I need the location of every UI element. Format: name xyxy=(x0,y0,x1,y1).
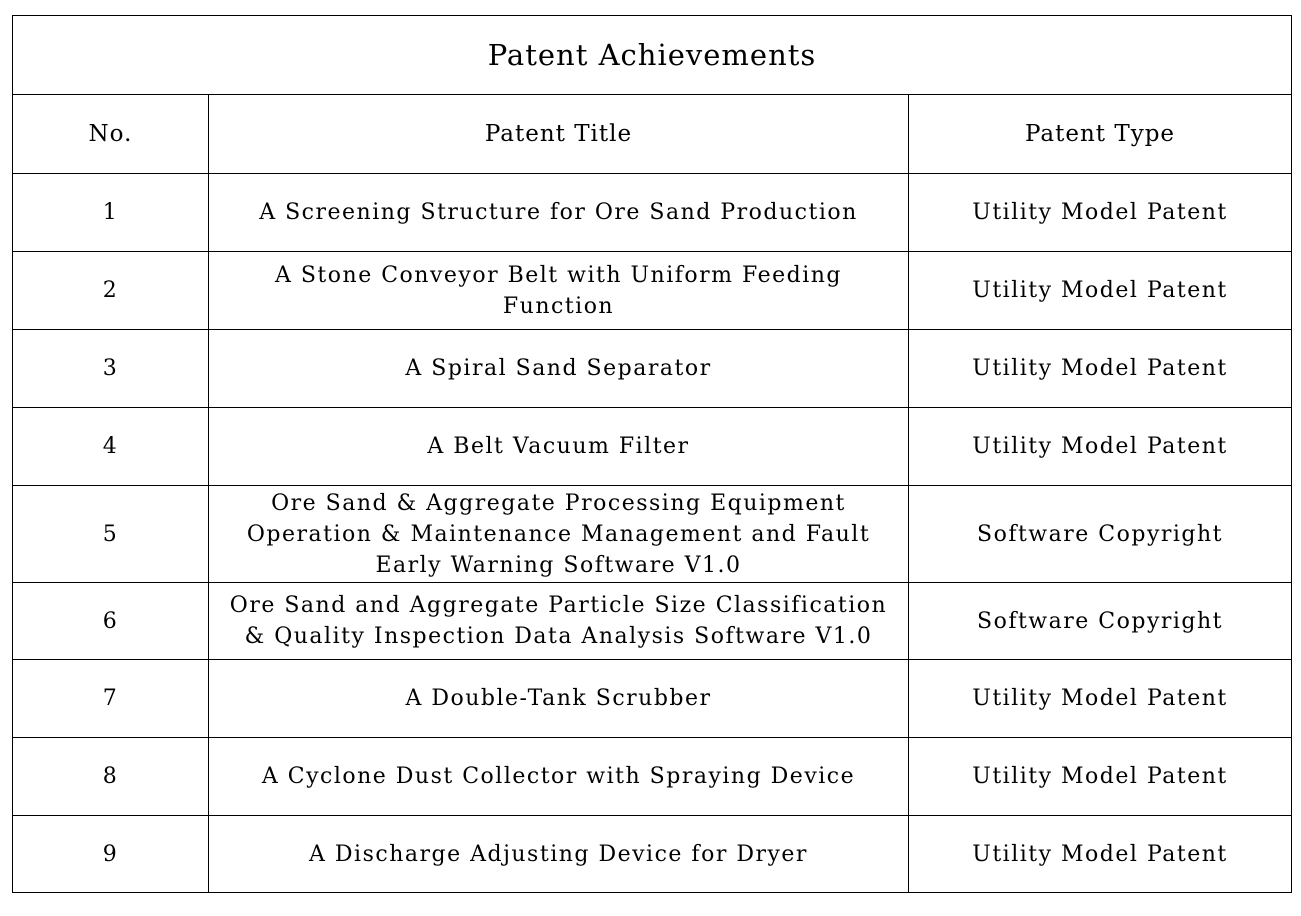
row-no: 3 xyxy=(13,330,209,408)
row-patent-type: Software Copyright xyxy=(909,583,1292,660)
row-no: 5 xyxy=(13,486,209,583)
header-patent-title: Patent Title xyxy=(209,95,909,174)
row-patent-title: A Stone Conveyor Belt with Uniform Feeding Function xyxy=(209,252,909,330)
row-patent-type: Utility Model Patent xyxy=(909,330,1292,408)
row-no: 9 xyxy=(13,816,209,893)
patent-table xyxy=(12,15,1292,893)
table-row xyxy=(13,408,1292,486)
row-patent-type: Utility Model Patent xyxy=(909,174,1292,252)
row-no: 4 xyxy=(13,408,209,486)
row-patent-title: A Discharge Adjusting Device for Dryer xyxy=(209,816,909,893)
row-no: 8 xyxy=(13,738,209,816)
row-no: 2 xyxy=(13,252,209,330)
table-row xyxy=(13,816,1292,893)
row-patent-title: A Double-Tank Scrubber xyxy=(209,660,909,738)
row-patent-type: Utility Model Patent xyxy=(909,252,1292,330)
table-title-row xyxy=(13,16,1292,95)
row-patent-title: A Cyclone Dust Collector with Spraying Device xyxy=(209,738,909,816)
table-row xyxy=(13,486,1292,583)
row-patent-type: Utility Model Patent xyxy=(909,408,1292,486)
table-row xyxy=(13,174,1292,252)
table-row xyxy=(13,330,1292,408)
row-patent-title: A Belt Vacuum Filter xyxy=(209,408,909,486)
table-header-row xyxy=(13,95,1292,174)
row-no: 1 xyxy=(13,174,209,252)
row-patent-title: A Spiral Sand Separator xyxy=(209,330,909,408)
header-patent-type: Patent Type xyxy=(909,95,1292,174)
row-no: 7 xyxy=(13,660,209,738)
row-patent-type: Utility Model Patent xyxy=(909,816,1292,893)
row-patent-title: A Screening Structure for Ore Sand Production xyxy=(209,174,909,252)
row-patent-title: Ore Sand & Aggregate Processing Equipment Operation & Maintenance Management and Fault Early Warning Software V1.0 xyxy=(209,486,909,583)
row-patent-title: Ore Sand and Aggregate Particle Size Classification & Quality Inspection Data Analysis Software V1.0 xyxy=(209,583,909,660)
table-row xyxy=(13,583,1292,660)
header-no: No. xyxy=(13,95,209,174)
row-patent-type: Utility Model Patent xyxy=(909,738,1292,816)
row-no: 6 xyxy=(13,583,209,660)
table-row xyxy=(13,738,1292,816)
row-patent-type: Software Copyright xyxy=(909,486,1292,583)
table-row xyxy=(13,252,1292,330)
table-title: Patent Achievements xyxy=(13,16,1292,95)
table-row xyxy=(13,660,1292,738)
row-patent-type: Utility Model Patent xyxy=(909,660,1292,738)
